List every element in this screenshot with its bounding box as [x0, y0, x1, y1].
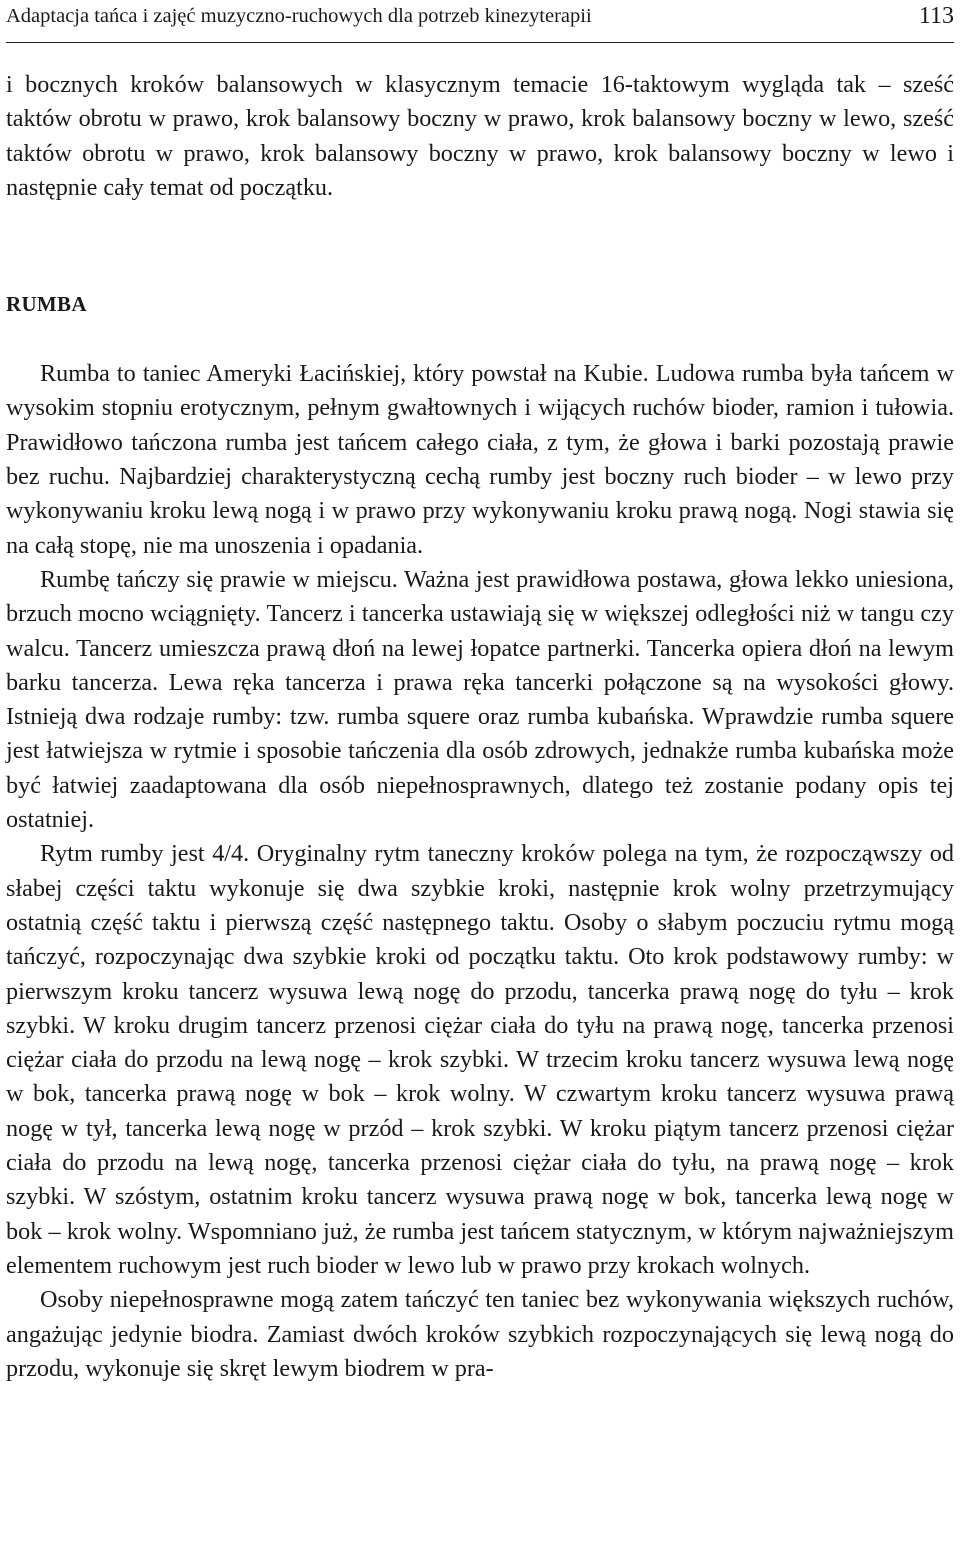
running-header: [6, 0, 954, 43]
page-number: 113: [918, 3, 954, 29]
body-text: [6, 68, 954, 1386]
book-page: [6, 0, 954, 1386]
section-heading-rumba: RUMBA: [6, 292, 87, 317]
paragraph-rumba-disabled: Osoby niepełnosprawne mogą zatem tańczyć ten taniec bez wykonywania większych ruchów, angażując jedynie biodra. Zamiast dwóch kroków szybkich rozpoczynających się lewą nogą do przodu, wykonuje się skręt lewym biodrem w pra-: [6, 1286, 954, 1382]
paragraph-rumba-posture: Rumbę tańczy się prawie w miejscu. Ważna jest prawidłowa postawa, głowa lekko uniesiona, brzuch mocno wciągnięty. Tancerz i tancerka ustawiają się w większej odległości niż w tangu czy walcu. Tancerz umieszcza prawą dłoń na lewej łopatce partnerki. Tancerka opiera dłoń na lewym barku tancerza. Lewa ręka tancerza i prawa ręka tancerki połączone są na wysokości głowy. Istnieją dwa rodzaje rumby: tzw. rumba squere oraz rumba kubańska. Wprawdzie rumba squere jest łatwiejsza w rytmie i sposobie tańczenia dla osób zdrowych, jednakże rumba kubańska może być łatwiej zaadaptowana dla osób niepełnosprawnych, dlatego też zostanie podany opis tej ostatniej.: [6, 565, 954, 834]
running-header-title: Adaptacja tańca i zajęć muzyczno-ruchowych dla potrzeb kinezyterapii: [6, 5, 592, 27]
paragraph-rumba-rhythm: Rytm rumby jest 4/4. Oryginalny rytm taneczny kroków polega na tym, że rozpocząwszy od słabej części taktu wykonuje się dwa szybkie kroki, następnie krok wolny przetrzymujący ostatnią część taktu i pierwszą część następnego taktu. Osoby o słabym poczuciu rytmu mogą tańczyć, rozpoczynając dwa szybkie kroki od początku taktu. Oto krok podstawowy rumby: w pierwszym kroku tancerz wysuwa lewą nogę do przodu, tancerka prawą nogę do tyłu – krok szybki. W kroku drugim tancerz przenosi ciężar ciała do tyłu na prawą nogę, tancerka przenosi ciężar ciała do przodu na lewą nogę – krok szybki. W trzecim kroku tancerz wysuwa lewą nogę w bok, tancerka prawą nogę w bok – krok wolny. W czwartym kroku tancerz wysuwa prawą nogę w tył, tancerka lewą nogę w przód – krok szybki. W kroku piątym tancerz przenosi ciężar ciała do przodu na lewą nogę, tancerka przenosi ciężar ciała do tyłu, na prawą nogę – krok szybki. W szóstym, ostatnim kroku tancerz wysuwa prawą nogę w bok, tancerka lewą nogę w bok – krok wolny. Wspomniano już, że rumba jest tańcem statycznym, w którym najważniejszym elementem ruchowym jest ruch bioder w lewo lub w prawo przy krokach wolnych.: [6, 840, 954, 1279]
paragraph-rumba-intro: Rumba to taniec Ameryki Łacińskiej, który powstał na Kubie. Ludowa rumba była tańcem w wysokim stopniu erotycznym, pełnym gwałtownych i wijących ruchów bioder, ramion i tułowia. Prawidłowo tańczona rumba jest tańcem całego ciała, z tym, że głowa i barki pozostają prawie bez ruchu. Najbardziej charakterystyczną cechą rumby jest boczny ruch bioder – w lewo przy wykonywaniu kroku lewą nogą i w prawo przy wykonywaniu kroku prawą nogą. Nogi stawia się na całą stopę, nie ma unoszenia i opadania.: [6, 360, 954, 559]
paragraph-continuation: i bocznych kroków balansowych w klasycznym temacie 16-taktowym wygląda tak – sześć taktów obrotu w prawo, krok balansowy boczny w prawo, krok balansowy boczny w lewo, sześć taktów obrotu w prawo, krok balansowy boczny w prawo, krok balansowy boczny w lewo i następnie cały temat od początku.: [6, 71, 954, 201]
